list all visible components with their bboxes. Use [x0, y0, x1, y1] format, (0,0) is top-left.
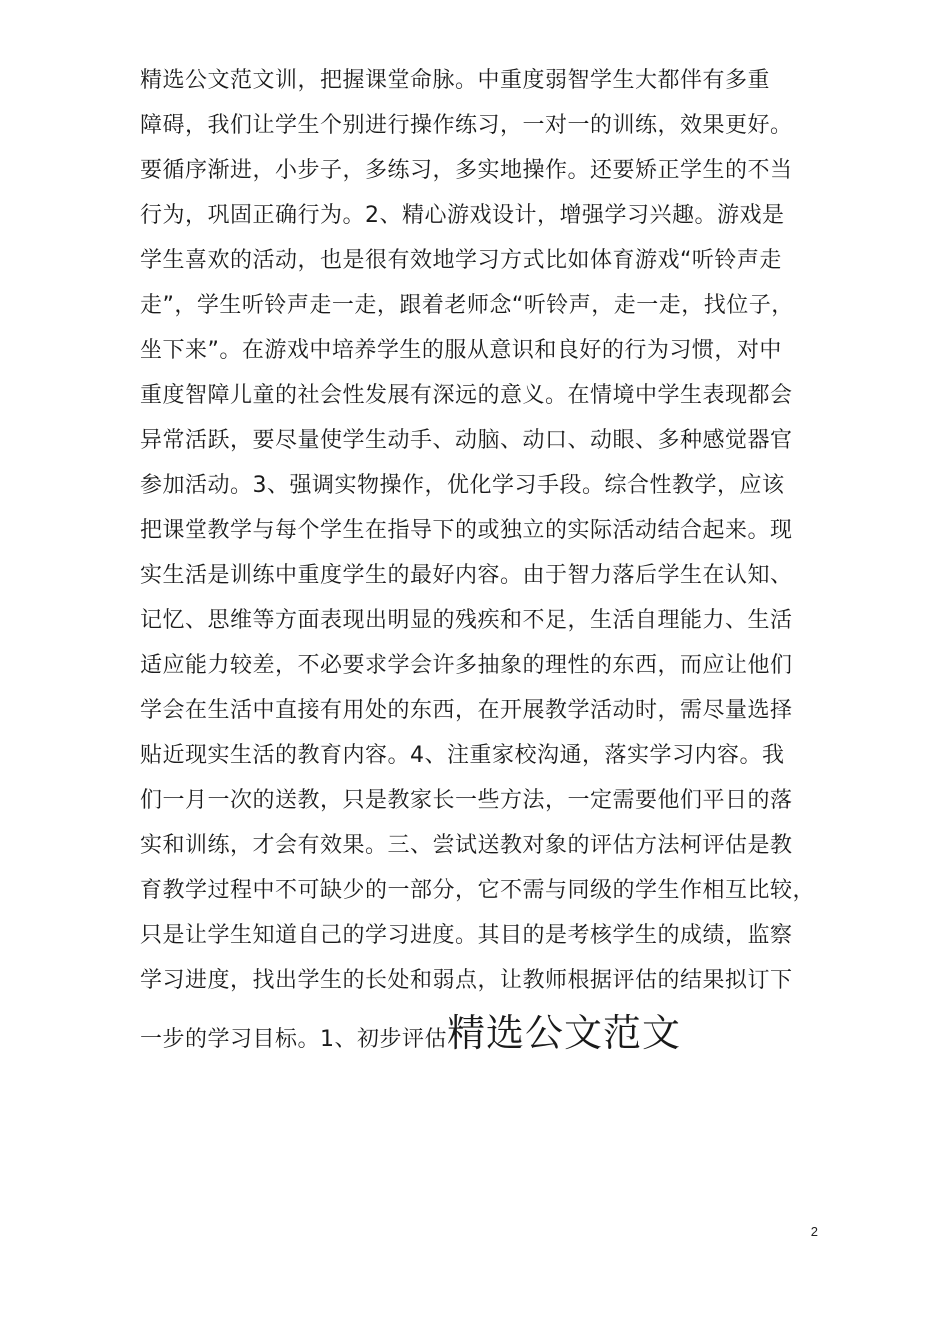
text-line: 实生活是训练中重度学生的最好内容。由于智力落后学生在认知、: [140, 563, 793, 588]
text-line: 重度智障儿童的社会性发展有深远的意义。在情境中学生表现都会: [140, 383, 793, 408]
text-line: 贴近现实生活的教育内容。4、注重家校沟通，落实学习内容。我: [140, 743, 785, 768]
text-line: 学生喜欢的活动，也是很有效地学习方式比如体育游戏“听铃声走: [140, 248, 782, 273]
text-line: 适应能力较差，不必要求学会许多抽象的理性的东西，而应让他们: [140, 653, 793, 678]
text-line: 要循序渐进，小步子，多练习，多实地操作。还要矫正学生的不当: [140, 158, 793, 183]
text-line: 行为，巩固正确行为。2、精心游戏设计，增强学习兴趣。游戏是: [140, 203, 785, 228]
body-text: [140, 58, 840, 1063]
last-line-text: 一步的学习目标。1、初步评估: [140, 1027, 447, 1052]
text-line: 精选公文范文训，把握课堂命脉。中重度弱智学生大都伴有多重: [140, 68, 771, 93]
text-line: 参加活动。3、强调实物操作，优化学习手段。综合性教学，应该: [140, 473, 785, 498]
text-line: 实和训练，才会有效果。三、尝试送教对象的评估方法柯评估是教: [140, 833, 793, 858]
text-line: 坐下来”。在游戏中培养学生的服从意识和良好的行为习惯，对中: [140, 338, 782, 363]
text-line: 学会在生活中直接有用处的东西，在开展教学活动时，需尽量选择: [140, 698, 793, 723]
text-line: 们一月一次的送教，只是教家长一些方法，一定需要他们平日的落: [140, 788, 793, 813]
text-line: 只是让学生知道自己的学习进度。其目的是考核学生的成绩，监察: [140, 923, 793, 948]
text-line: 学习进度，找出学生的长处和弱点，让教师根据评估的结果拟订下: [140, 968, 793, 993]
watermark-heading-text: 精选公文范文: [447, 1011, 682, 1055]
text-line-last: [140, 1003, 840, 1063]
text-line: 记忆、思维等方面表现出明显的残疾和不足，生活自理能力、生活: [140, 608, 793, 633]
text-line: 障碍，我们让学生个别进行操作练习，一对一的训练，效果更好。: [140, 113, 793, 138]
page-number: 2: [810, 1224, 818, 1239]
text-line: 走”，学生听铃声走一走，跟着老师念“听铃声，走一走，找位子，: [140, 293, 794, 318]
text-line: 异常活跃，要尽量使学生动手、动脑、动口、动眼、多种感觉器官: [140, 428, 793, 453]
text-line: 把课堂教学与每个学生在指导下的或独立的实际活动结合起来。现: [140, 518, 793, 543]
text-line: 育教学过程中不可缺少的一部分，它不需与同级的学生作相互比较，: [140, 878, 816, 903]
